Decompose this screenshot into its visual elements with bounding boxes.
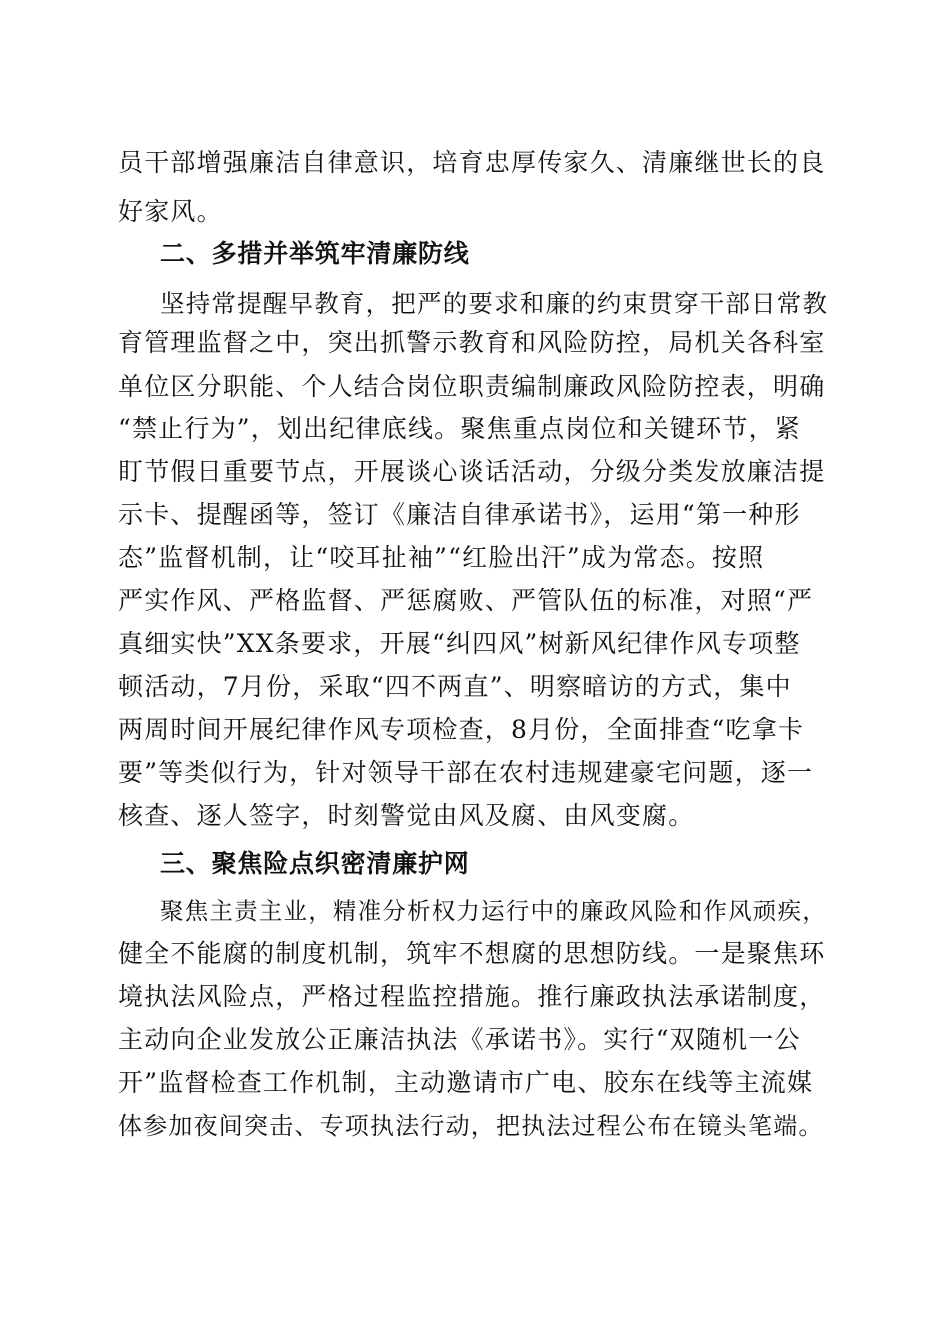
text-line: 要”等类似行为，针对领导干部在农村违规建豪宅问题，逐一: [118, 758, 814, 787]
text-line: 真细实快”XX条要求，开展“纠四风”树新风纪律作风专项整: [118, 629, 801, 658]
text-line: 开”监督检查工作机制，主动邀请市广电、胶东在线等主流媒: [118, 1068, 814, 1097]
text-line: 主动向企业发放公正廉洁执法《承诺书》。实行“双随机一公: [118, 1025, 801, 1054]
text-line: 员干部增强廉洁自律意识，培育忠厚传家久、清廉继世长的良: [118, 148, 826, 177]
text-line: 态”监督机制，让“咬耳扯袖”“红脸出汗”成为常态。按照: [118, 543, 765, 572]
text-line: 严实作风、严格监督、严惩腐败、严管队伍的标准，对照“严: [118, 586, 814, 615]
section-heading-3: 三、聚焦险点织密清廉护网: [160, 849, 470, 878]
text-line: 单位区分职能、个人结合岗位职责编制廉政风险防控表，明确: [118, 372, 826, 401]
text-line: 好家风。: [118, 197, 223, 226]
text-line: 体参加夜间突击、专项执法行动，把执法过程公布在镜头笔端。: [118, 1112, 824, 1140]
text-line: 育管理监督之中，突出抓警示教育和风险防控，局机关各科室: [118, 328, 826, 357]
section-heading-2: 二、多措并举筑牢清廉防线: [160, 239, 470, 268]
text-line: “禁止行为”，划出纪律底线。聚焦重点岗位和关键环节，紧: [118, 414, 801, 443]
text-line: 顿活动，7月份，采取“四不两直”、明察暗访的方式，集中: [118, 672, 792, 701]
text-line: 盯节假日重要节点，开展谈心谈话活动，分级分类发放廉洁提: [118, 457, 826, 486]
text-line: 境执法风险点，严格过程监控措施。推行廉政执法承诺制度，: [118, 982, 826, 1011]
text-line: 核查、逐人签字，时刻警觉由风及腐、由风变腐。: [118, 801, 695, 830]
text-line: 坚持常提醒早教育，把严的要求和廉的约束贯穿干部日常教: [160, 289, 829, 318]
text-line: 两周时间开展纪律作风专项检查，8月份，全面排查“吃拿卡: [118, 715, 805, 744]
text-line: 示卡、提醒函等，签订《廉洁自律承诺书》，运用“第一种形: [118, 500, 801, 529]
text-line: 聚焦主责主业，精准分析权力运行中的廉政风险和作风顽疾，: [160, 897, 827, 925]
text-line: 健全不能腐的制度机制，筑牢不想腐的思想防线。一是聚焦环: [118, 939, 826, 968]
